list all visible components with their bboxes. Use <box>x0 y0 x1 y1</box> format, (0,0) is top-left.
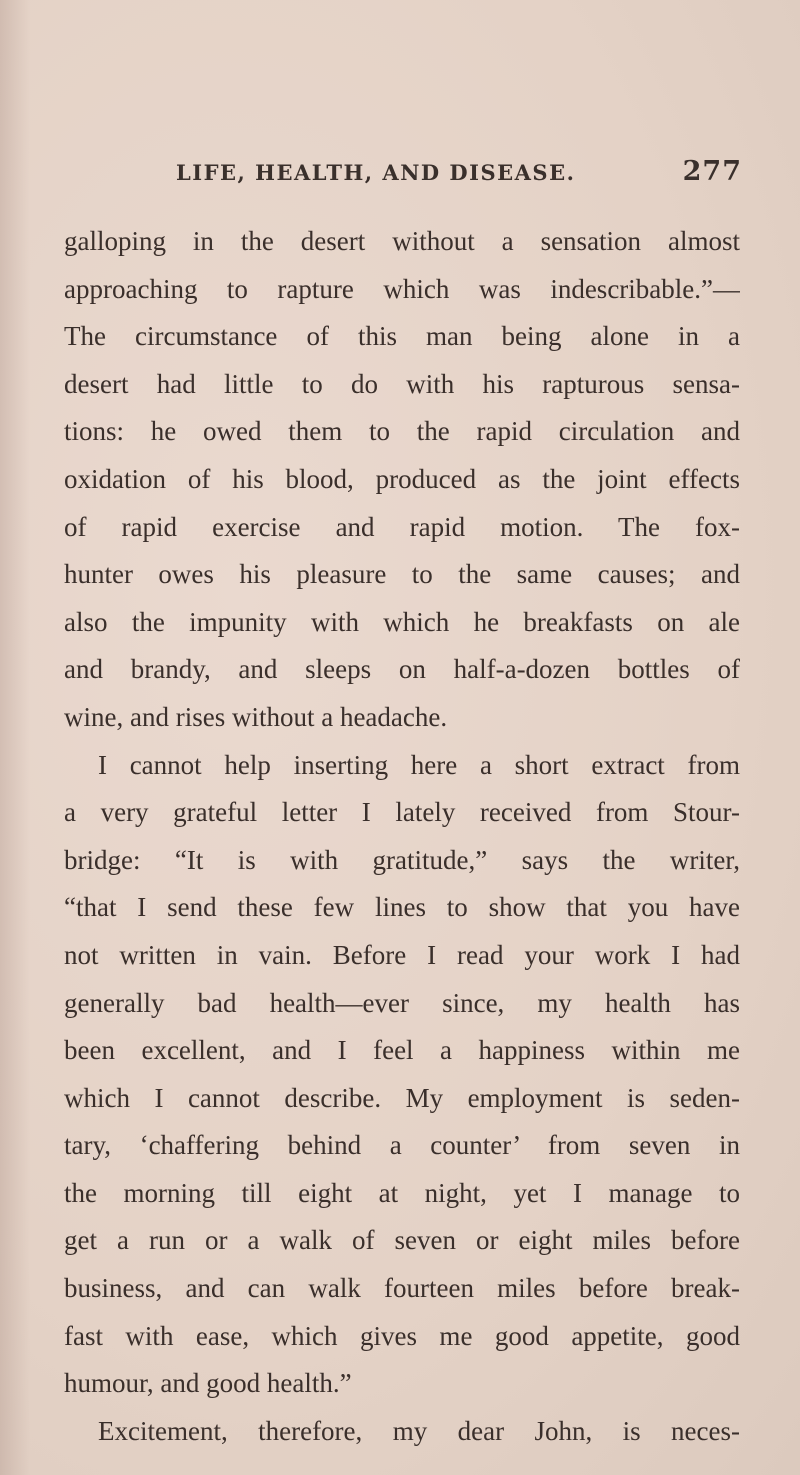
body-text <box>64 218 740 1455</box>
text-line: of rapid exercise and rapid motion. The fox- <box>64 511 740 542</box>
running-head <box>176 156 742 194</box>
text-line: business, and can walk fourteen miles before break- <box>64 1273 740 1304</box>
page-number: 277 <box>682 156 742 187</box>
text-line: generally bad health—ever since, my health has <box>64 987 740 1018</box>
text-line: tions: he owed them to the rapid circulation and <box>64 416 740 447</box>
text-line: galloping in the desert without a sensation almost <box>64 226 740 256</box>
text-line: Excitement, therefore, my dear John, is neces- <box>98 1415 740 1446</box>
text-line: get a run or a walk of seven or eight miles before <box>64 1225 740 1256</box>
text-line: oxidation of his blood, produced as the joint effects <box>64 463 740 494</box>
text-line: bridge: “It is with gratitude,” says the writer, <box>64 844 740 875</box>
text-line: approaching to rapture which was indescribable.”— <box>64 273 740 304</box>
text-line: I cannot help inserting here a short extract from <box>98 749 740 780</box>
text-line: hunter owes his pleasure to the same causes; and <box>64 559 740 590</box>
text-line: the morning till eight at night, yet I manage to <box>64 1177 740 1208</box>
text-line: also the impunity with which he breakfasts on ale <box>64 606 740 637</box>
text-line: fast with ease, which gives me good appetite, good <box>64 1320 740 1351</box>
text-line: tary, ‘chaffering behind a counter’ from seven in <box>64 1130 740 1161</box>
text-line: desert had little to do with his rapturous sensa- <box>64 368 740 399</box>
text-line: humour, and good health.” <box>64 1368 352 1399</box>
text-line: “that I send these few lines to show that you have <box>64 892 740 923</box>
text-line: and brandy, and sleeps on half-a-dozen bottles of <box>64 654 740 685</box>
text-line: wine, and rises without a headache. <box>64 701 448 732</box>
text-line: a very grateful letter I lately received from Stour- <box>64 797 740 828</box>
text-line: not written in vain. Before I read your work I had <box>64 939 740 970</box>
text-line: been excellent, and I feel a happiness within me <box>64 1035 740 1066</box>
page-edge-shadow <box>0 0 30 1475</box>
text-line: The circumstance of this man being alone in a <box>64 321 740 352</box>
text-line: which I cannot describe. My employment is seden- <box>64 1082 740 1113</box>
running-title: LIFE, HEALTH, AND DISEASE. <box>176 160 576 185</box>
